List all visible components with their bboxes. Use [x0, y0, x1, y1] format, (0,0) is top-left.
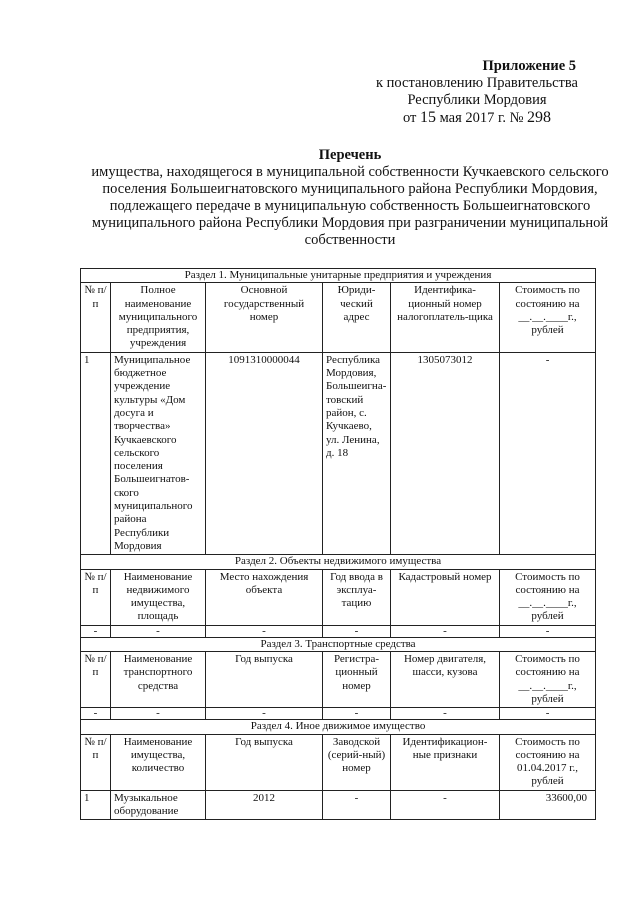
date-rest: мая 2017 г. №: [439, 110, 524, 126]
header-cell: Идентификацион-ные признаки: [391, 734, 500, 790]
section-title-row: [81, 637, 596, 651]
document-title: [70, 147, 630, 249]
item-name: Музыкальное оборудование: [111, 790, 206, 820]
row-number: 1: [81, 352, 111, 554]
header-cell: Номер двигателя, шасси, кузова: [391, 652, 500, 708]
header-cell: Наименование транспортного средства: [111, 652, 206, 708]
section-1-header-row: [81, 283, 596, 352]
header-cell: Год ввода в эксплуа-тацию: [323, 569, 391, 625]
header-cell: Стоимость по состоянию на 01.04.2017 г., рублей: [500, 734, 596, 790]
republic-line: Республики Мордовия: [407, 92, 547, 108]
table-cell: -: [206, 708, 323, 720]
section-1-title: Раздел 1. Муниципальные унитарные предприятия и учреждения: [81, 269, 596, 283]
institution-name: Муниципальное бюджетное учреждение культуры «Дом досуга и творчества» Кучкаевского сельского поселения Большеигнатов-ского муниципального района Республики Мордовия: [111, 352, 206, 554]
date-day: 15: [419, 109, 436, 126]
header-cell: Место нахождения объекта: [206, 569, 323, 625]
header-cell: Стоимость по состоянию на __.__.____г., рублей: [500, 283, 596, 352]
header-cell: Заводской (серий-ный) номер: [323, 734, 391, 790]
table-cell: -: [111, 625, 206, 637]
table-cell: -: [111, 708, 206, 720]
serial-number: -: [323, 790, 391, 820]
section-2-header-row: [81, 569, 596, 625]
header-cell: № п/п: [81, 283, 111, 352]
date-line: [376, 109, 578, 127]
document-header: [376, 58, 578, 127]
header-cell: Основной государственный номер: [206, 283, 323, 352]
header-cell: Регистра-ционный номер: [323, 652, 391, 708]
header-cell: Год выпуска: [206, 652, 323, 708]
table-row: [81, 790, 596, 820]
section-3-header-row: [81, 652, 596, 708]
section-title-row: [81, 720, 596, 734]
appendix-label: Приложение 5: [482, 58, 576, 74]
resolution-line: к постановлению Правительства: [376, 75, 578, 91]
section-title-row: [81, 269, 596, 283]
table-cell: -: [500, 625, 596, 637]
list-heading: Перечень: [318, 147, 382, 163]
inn: 1305073012: [391, 352, 500, 554]
table-cell: -: [323, 625, 391, 637]
section-2-title: Раздел 2. Объекты недвижимого имущества: [81, 555, 596, 569]
date-prefix: от: [402, 110, 417, 126]
cost: 33600,00: [500, 790, 596, 820]
table-cell: -: [500, 708, 596, 720]
header-cell: № п/п: [81, 734, 111, 790]
table-row: [81, 352, 596, 554]
header-cell: № п/п: [81, 569, 111, 625]
header-cell: Стоимость по состоянию на __.__.____г., рублей: [500, 652, 596, 708]
header-cell: Стоимость по состоянию на __.__.____г., рублей: [500, 569, 596, 625]
ogrn: 1091310000044: [206, 352, 323, 554]
year: 2012: [206, 790, 323, 820]
table-row: [81, 625, 596, 637]
section-4-header-row: [81, 734, 596, 790]
table-cell: -: [81, 625, 111, 637]
table-cell: -: [391, 625, 500, 637]
header-cell: Год выпуска: [206, 734, 323, 790]
table-cell: -: [391, 708, 500, 720]
section-3-title: Раздел 3. Транспортные средства: [81, 637, 596, 651]
table-cell: -: [206, 625, 323, 637]
list-description: имущества, находящегося в муниципальной собственности Кучкаевского сельского поселения Большеигнатовского муниципального района Республики Мордовия, подлежащего передаче в муниципальную собственность Большеигнатовского муниципального района Республики Мордовия при разграничении муниципальной собственности: [91, 164, 609, 248]
header-cell: Юриди-ческий адрес: [323, 283, 391, 352]
table-cell: -: [81, 708, 111, 720]
section-title-row: [81, 555, 596, 569]
header-cell: Кадастровый номер: [391, 569, 500, 625]
header-cell: Полное наименование муниципального предприятия, учреждения: [111, 283, 206, 352]
table-row: [81, 708, 596, 720]
row-number: 1: [81, 790, 111, 820]
cost: -: [500, 352, 596, 554]
header-cell: № п/п: [81, 652, 111, 708]
section-4-title: Раздел 4. Иное движимое имущество: [81, 720, 596, 734]
header-cell: Наименование имущества, количество: [111, 734, 206, 790]
table-cell: -: [323, 708, 391, 720]
identification: -: [391, 790, 500, 820]
legal-address: Республика Мордовия, Большеигна-товский район, с. Кучкаево, ул. Ленина, д. 18: [323, 352, 391, 554]
resolution-number: 298: [527, 109, 552, 126]
header-cell: Идентифика-ционный номер налогоплатель-щика: [391, 283, 500, 352]
header-cell: Наименование недвижимого имущества, площадь: [111, 569, 206, 625]
property-table: [80, 268, 596, 820]
